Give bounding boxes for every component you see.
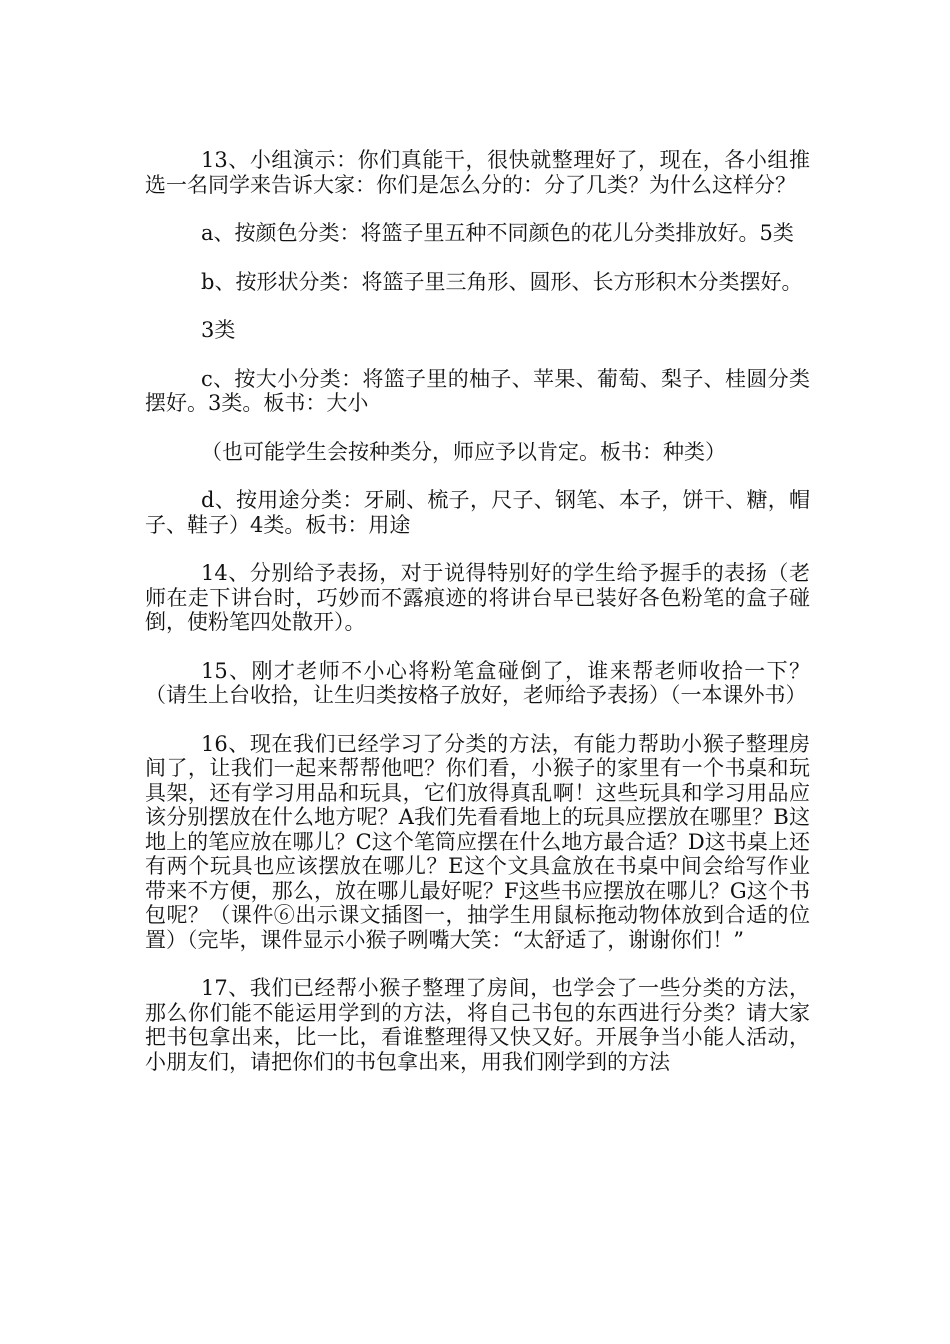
- paragraph-13d: d、按用途分类：牙刷、梳子，尺子、钢笔、本子，饼干、糖，帽子、鞋子）4类。板书：用途: [145, 488, 810, 537]
- paragraph-17: 17、我们已经帮小猴子整理了房间，也学会了一些分类的方法，那么你们能不能运用学到的方法，将自己书包的东西进行分类？请大家把书包拿出来，比一比，看谁整理得又快又好。开展争当小能人活动，小朋友们，请把你们的书包拿出来，用我们刚学到的方法: [145, 976, 810, 1074]
- paragraph-15: 15、刚才老师不小心将粉笔盒碰倒了，谁来帮老师收拾一下？（请生上台收拾，让生归类按格子放好，老师给予表扬）（一本课外书）: [145, 658, 810, 707]
- paragraph-13b: b、按形状分类：将篮子里三角形、圆形、长方形积木分类摆好。: [201, 269, 803, 294]
- paragraph-13b-count: 3类: [201, 318, 236, 342]
- paragraph-13-note: （也可能学生会按种类分，师应予以肯定。板书：种类）: [201, 439, 726, 464]
- paragraph-16: 16、现在我们已经学习了分类的方法，有能力帮助小猴子整理房间了，让我们一起来帮帮他吧？你们看，小猴子的家里有一个书桌和玩具架，还有学习用品和玩具，它们放得真乱啊！这些玩具和学习用品应该分别摆放在什么地方呢？A我们先看看地上的玩具应摆放在哪里？B这地上的笔应放在哪儿？C这个笔筒应摆在什么地方最合适？D这书桌上还有两个玩具也应该摆放在哪儿？E这个文具盒放在书桌中间会给写作业带来不方便，那么，放在哪儿最好呢？F这些书应摆放在哪儿？G这个书包呢？（课件⑥出示课文插图一，抽学生用鼠标拖动物体放到合适的位置）（完毕，课件显示小猴子咧嘴大笑：“太舒适了，谢谢你们！”: [145, 731, 810, 952]
- paragraph-13c: c、按大小分类：将篮子里的柚子、苹果、葡萄、梨子、桂圆分类摆好。3类。板书：大小: [145, 366, 810, 415]
- document-body: [145, 148, 810, 1098]
- paragraph-13a: a、按颜色分类：将篮子里五种不同颜色的花儿分类排放好。5类: [201, 221, 794, 245]
- paragraph-14: 14、分别给予表扬，对于说得特别好的学生给予握手的表扬（老师在走下讲台时，巧妙而不露痕迹的将讲台早已装好各色粉笔的盒子碰倒，使粉笔四处散开）。: [145, 561, 810, 634]
- paragraph-13: 13、小组演示：你们真能干，很快就整理好了，现在，各小组推选一名同学来告诉大家：你们是怎么分的：分了几类？为什么这样分？: [145, 148, 810, 197]
